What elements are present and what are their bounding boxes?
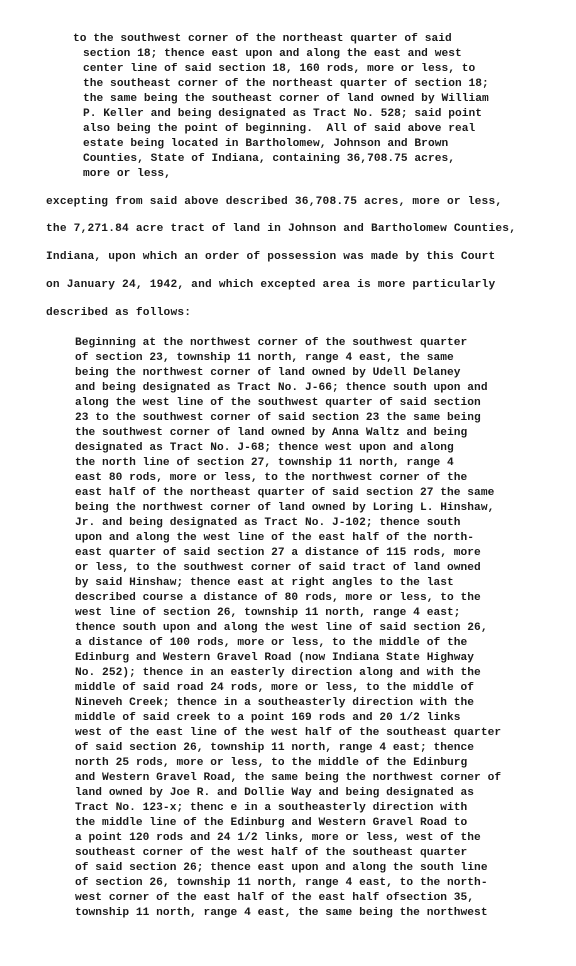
text-line: Beginning at the northwest corner of the southwest quarter bbox=[75, 337, 468, 349]
text-line: thence south upon and along the west line of said section 26, bbox=[75, 622, 488, 634]
text-line: 23 to the southwest corner of said section 23 the same being bbox=[75, 412, 481, 424]
text-line: section 18; thence east upon and along the east and west bbox=[83, 48, 462, 60]
text-line: a distance of 100 rods, more or less, to the middle of the bbox=[75, 637, 468, 649]
text-line: west corner of the east half of the east half ofsection 35, bbox=[75, 892, 475, 904]
text-line: land owned by Joe R. and Dollie Way and being designated as bbox=[75, 787, 475, 799]
text-line: and being designated as Tract No. J-66; thence south upon and bbox=[75, 382, 488, 394]
text-line: being the northwest corner of land owned by Udell Delaney bbox=[75, 367, 461, 379]
text-line: the 7,271.84 acre tract of land in Johnson and Bartholomew Counties, bbox=[46, 223, 517, 235]
text-line: of section 23, township 11 north, range 4 east, the same bbox=[75, 352, 454, 364]
text-line: west line of section 26, township 11 north, range 4 east; bbox=[75, 607, 461, 619]
text-line: No. 252); thence in an easterly direction along and with the bbox=[75, 667, 481, 679]
text-line: east quarter of said section 27 a distance of 115 rods, more bbox=[75, 547, 481, 559]
text-line: east 80 rods, more or less, to the northwest corner of the bbox=[75, 472, 468, 484]
text-line: to the southwest corner of the northeast quarter of said bbox=[73, 33, 452, 45]
text-line: middle of said creek to a point 169 rods and 20 1/2 links bbox=[75, 712, 461, 724]
text-line: designated as Tract No. J-68; thence west upon and along bbox=[75, 442, 454, 454]
text-line: the middle line of the Edinburg and Western Gravel Road to bbox=[75, 817, 468, 829]
text-line: also being the point of beginning. All of said above real bbox=[83, 123, 476, 135]
text-line: and Western Gravel Road, the same being the northwest corner of bbox=[75, 772, 502, 784]
text-line: the southwest corner of land owned by Anna Waltz and being bbox=[75, 427, 468, 439]
text-line: of said section 26; thence east upon and along the south line bbox=[75, 862, 488, 874]
text-line: north 25 rods, more or less, to the middle of the Edinburg bbox=[75, 757, 468, 769]
text-line: center line of said section 18, 160 rods, more or less, to bbox=[83, 63, 476, 75]
text-line: the same being the southeast corner of land owned by William bbox=[83, 93, 489, 105]
text-line: the north line of section 27, township 11 north, range 4 bbox=[75, 457, 454, 469]
text-line: township 11 north, range 4 east, the same being the northwest bbox=[75, 907, 488, 919]
text-line: Counties, State of Indiana, containing 36,708.75 acres, bbox=[83, 153, 455, 165]
text-line: of said section 26, township 11 north, range 4 east; thence bbox=[75, 742, 475, 754]
text-line: Nineveh Creek; thence in a southeasterly direction with the bbox=[75, 697, 475, 709]
text-line: along the west line of the southwest quarter of said section bbox=[75, 397, 481, 409]
text-line: described course a distance of 80 rods, more or less, to the bbox=[75, 592, 481, 604]
text-line: the southeast corner of the northeast quarter of section 18; bbox=[83, 78, 489, 90]
text-line: of section 26, township 11 north, range 4 east, to the north- bbox=[75, 877, 488, 889]
text-line: more or less, bbox=[83, 168, 171, 180]
text-line: southeast corner of the west half of the southeast quarter bbox=[75, 847, 468, 859]
text-line: east half of the northeast quarter of said section 27 the same bbox=[75, 487, 495, 499]
text-line: Indiana, upon which an order of possession was made by this Court bbox=[46, 251, 496, 263]
text-line: Edinburg and Western Gravel Road (now Indiana State Highway bbox=[75, 652, 475, 664]
text-line: Tract No. 123-x; thenc e in a southeasterly direction with bbox=[75, 802, 468, 814]
text-line: west of the east line of the west half of the southeast quarter bbox=[75, 727, 502, 739]
text-line: a point 120 rods and 24 1/2 links, more or less, west of the bbox=[75, 832, 481, 844]
text-line: Jr. and being designated as Tract No. J-102; thence south bbox=[75, 517, 461, 529]
text-line: or less, to the southwest corner of said tract of land owned bbox=[75, 562, 481, 574]
text-line: estate being located in Bartholomew, Johnson and Brown bbox=[83, 138, 449, 150]
text-line: on January 24, 1942, and which excepted area is more particularly bbox=[46, 279, 496, 291]
text-line: upon and along the west line of the east half of the north- bbox=[75, 532, 475, 544]
text-line: described as follows: bbox=[46, 307, 192, 319]
text-line: being the northwest corner of land owned by Loring L. Hinshaw, bbox=[75, 502, 495, 514]
text-line: middle of said road 24 rods, more or less, to the middle of bbox=[75, 682, 475, 694]
text-line: by said Hinshaw; thence east at right angles to the last bbox=[75, 577, 454, 589]
text-line: excepting from said above described 36,708.75 acres, more or less, bbox=[46, 196, 503, 208]
text-line: P. Keller and being designated as Tract No. 528; said point bbox=[83, 108, 483, 120]
